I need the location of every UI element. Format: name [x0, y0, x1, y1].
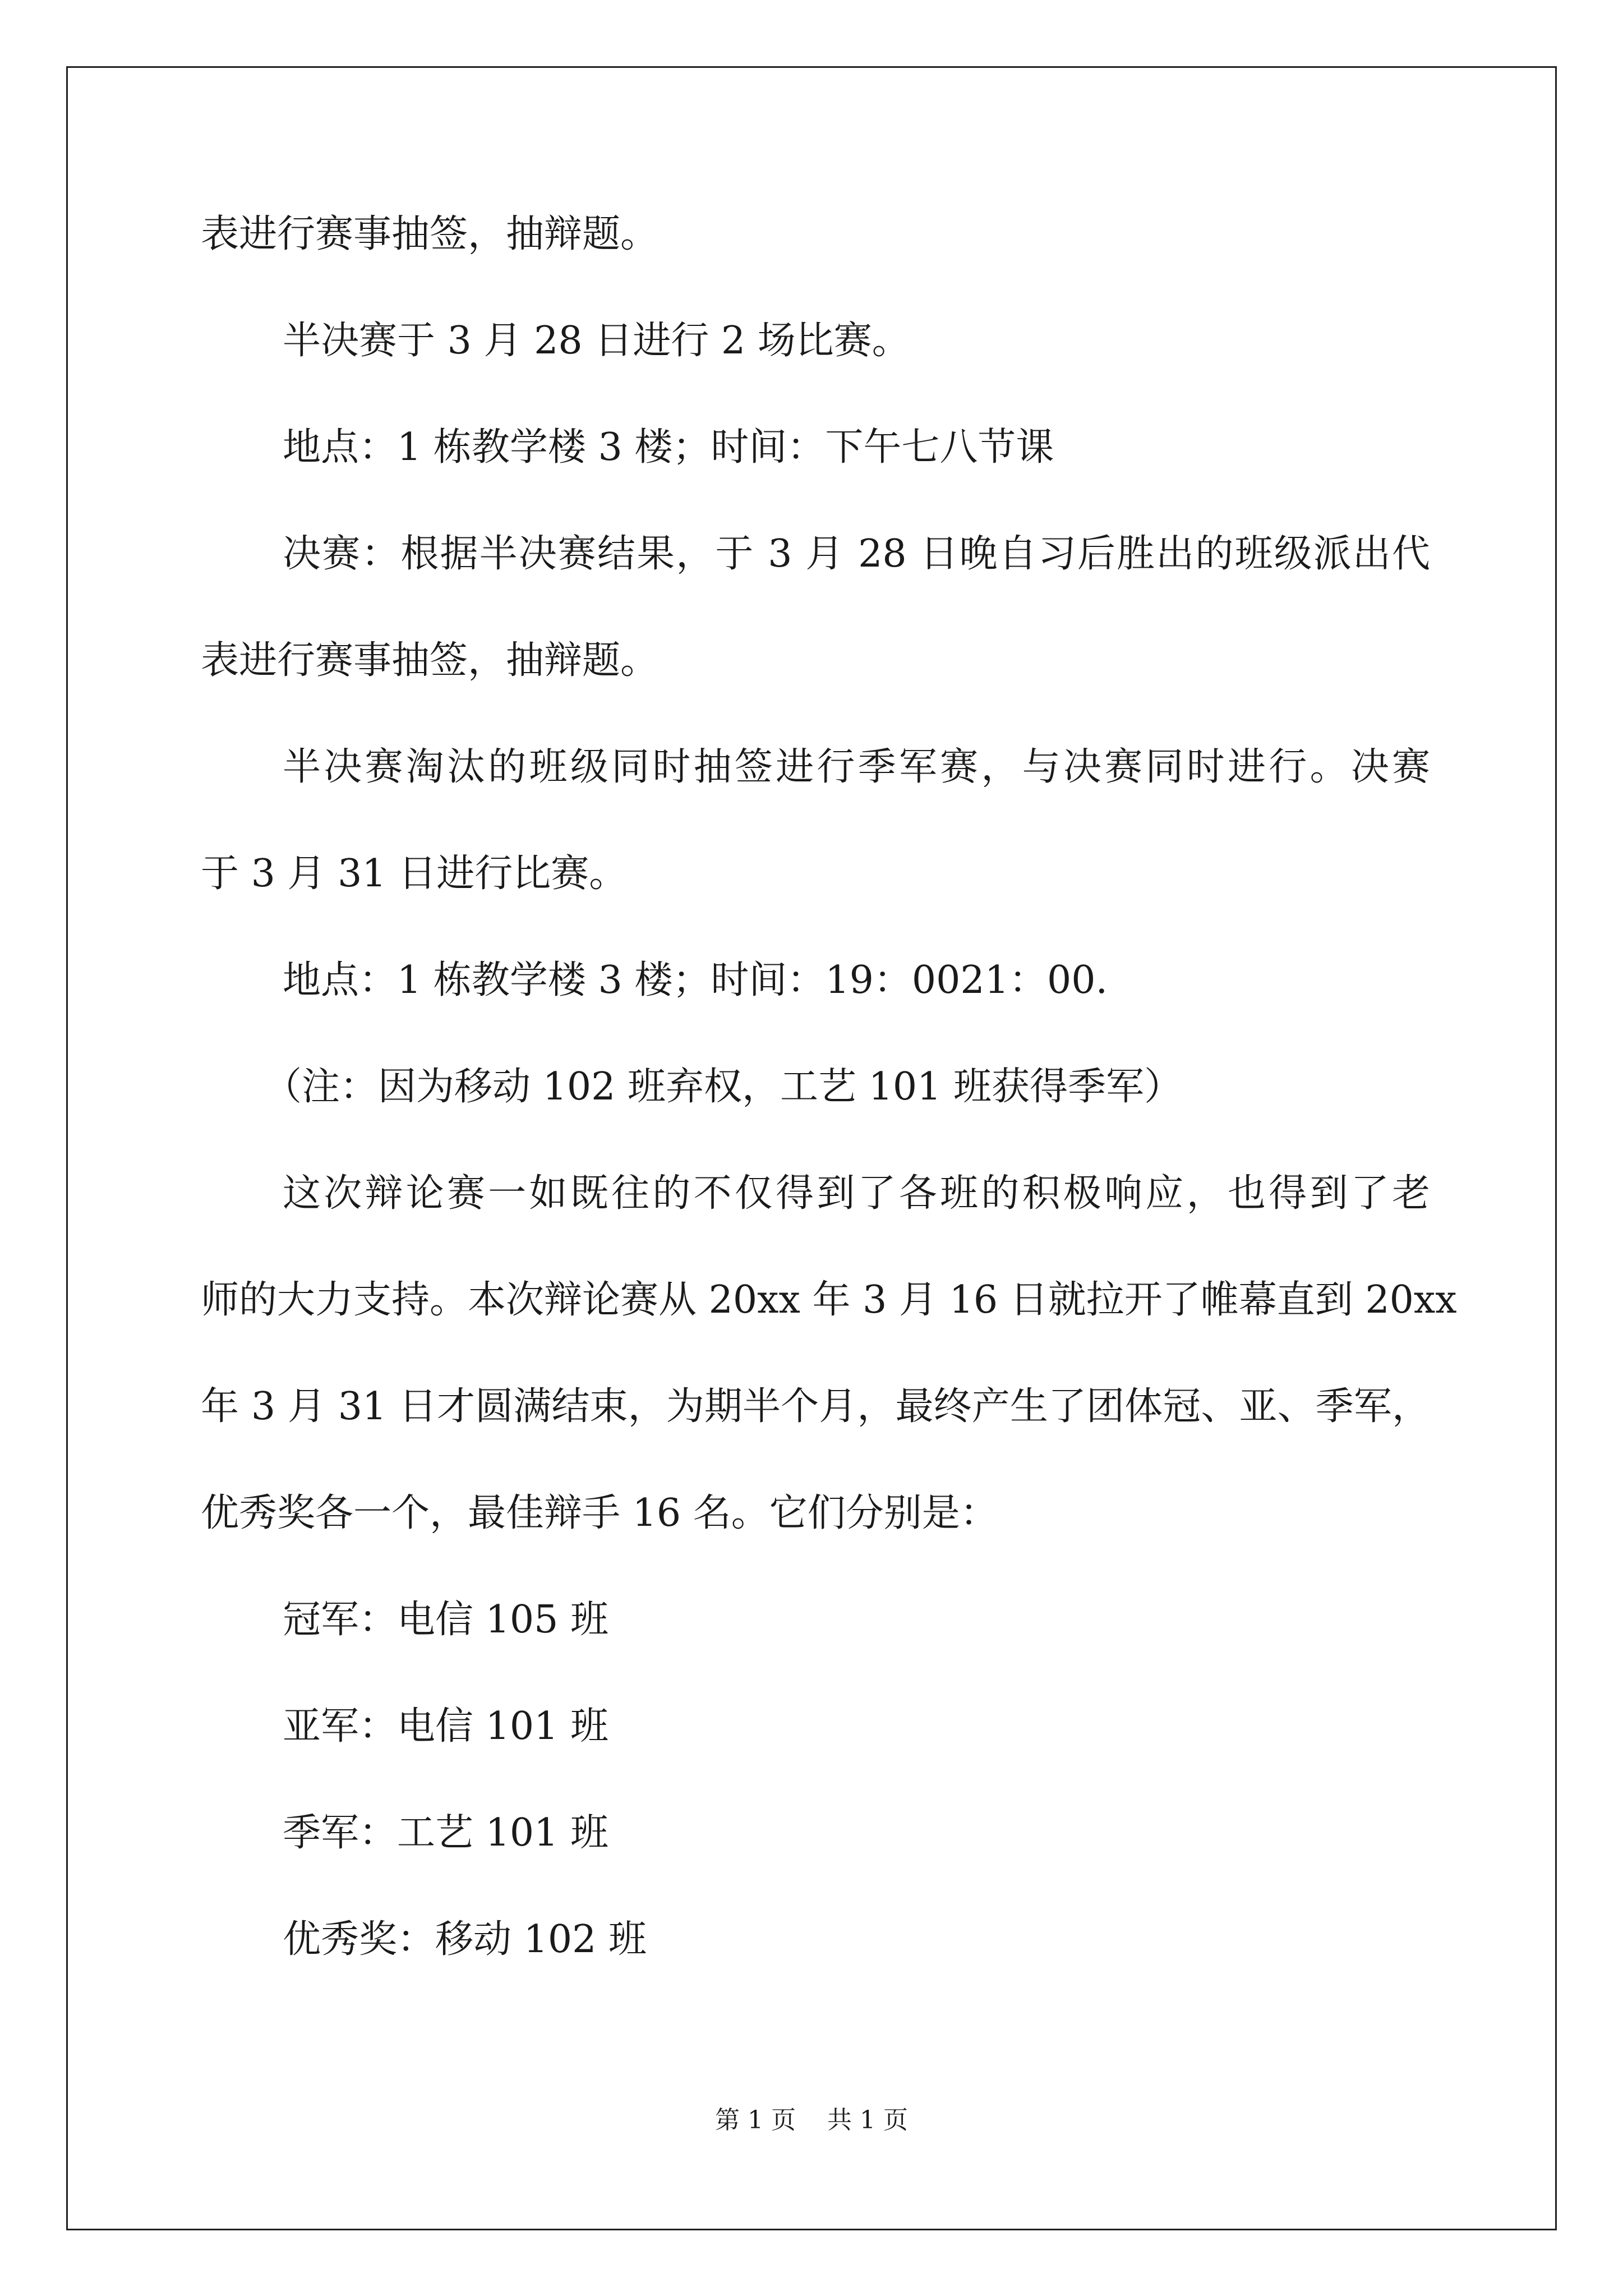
text-line-14: 冠军：电信 105 班: [283, 1598, 609, 1642]
text-line-5: 表进行赛事抽签，抽辩题。: [201, 638, 659, 683]
text-line-15: 亚军：电信 101 班: [283, 1704, 609, 1749]
text-line-9: （注：因为移动 102 班弃权，工艺 101 班获得季军）: [264, 1065, 1183, 1109]
page-number-total: 共 1 页: [827, 2106, 908, 2134]
text-line-13: 优秀奖各一个，最佳辩手 16 名。它们分别是：: [201, 1491, 998, 1535]
page-footer: [0, 2104, 1623, 2137]
text-line-12: 年 3 月 31 日才圆满结束，为期半个月，最终产生了团体冠、亚、季军，: [201, 1384, 1430, 1429]
text-line-1: 表进行赛事抽签，抽辩题。: [201, 212, 659, 256]
text-line-3: 地点：1 栋教学楼 3 楼；时间：下午七八节课: [283, 425, 1054, 470]
text-line-2: 半决赛于 3 月 28 日进行 2 场比赛。: [283, 319, 910, 363]
page-border: [66, 66, 1557, 2230]
text-line-8: 地点：1 栋教学楼 3 楼；时间：19：0021：00.: [283, 958, 1108, 1002]
text-line-7: 于 3 月 31 日进行比赛。: [201, 852, 628, 896]
text-line-17: 优秀奖：移动 102 班: [283, 1917, 647, 1962]
text-line-10: 这次辩论赛一如既往的不仅得到了各班的积极响应，也得到了老: [283, 1171, 1430, 1216]
page-number-current: 第 1 页: [715, 2106, 796, 2134]
text-line-4: 决赛：根据半决赛结果，于 3 月 28 日晚自习后胜出的班级派出代: [283, 532, 1430, 576]
text-line-16: 季军：工艺 101 班: [283, 1811, 609, 1855]
text-line-6: 半决赛淘汰的班级同时抽签进行季军赛，与决赛同时进行。决赛: [283, 745, 1430, 789]
text-line-11: 师的大力支持。本次辩论赛从 20xx 年 3 月 16 日就拉开了帷幕直到 20xx: [201, 1278, 1457, 1322]
